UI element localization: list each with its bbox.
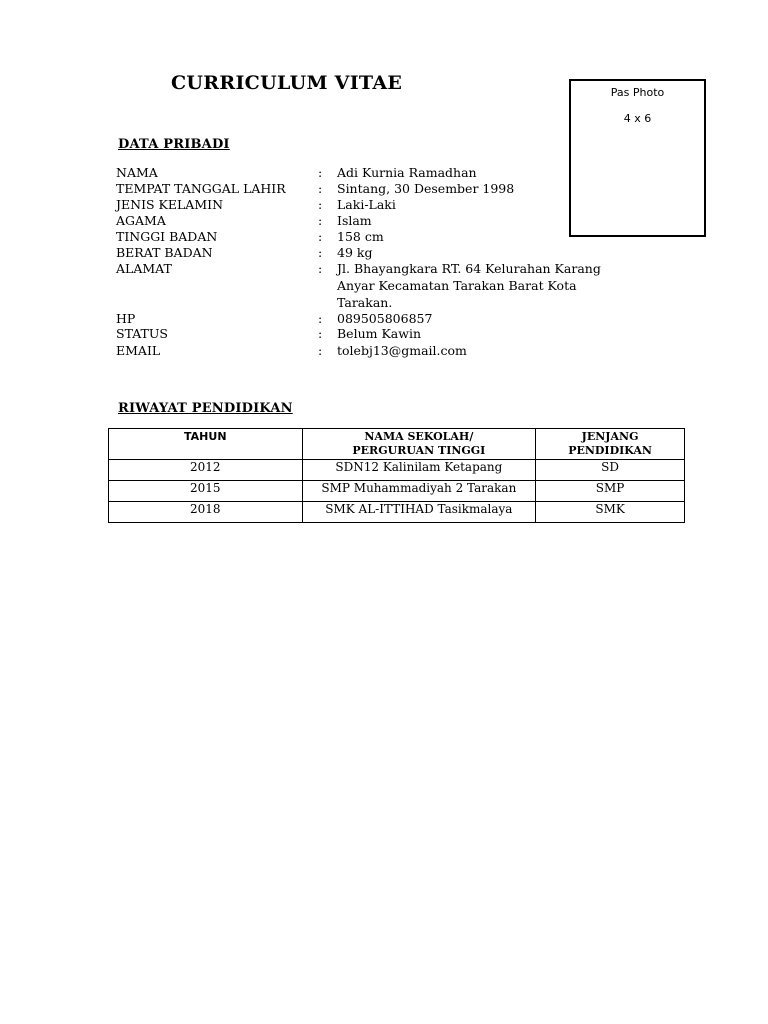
value-status: Belum Kawin xyxy=(337,326,421,341)
section-heading-education: RIWAYAT PENDIDIKAN xyxy=(118,401,293,416)
value-nama: Adi Kurnia Ramadhan xyxy=(337,165,477,180)
table-row xyxy=(109,460,685,481)
label-religion: AGAMA xyxy=(116,213,166,228)
value-address-line1: Jl. Bhayangkara RT. 64 Kelurahan Karang xyxy=(337,261,601,276)
value-address-line2: Anyar Kecamatan Tarakan Barat Kota xyxy=(337,278,577,293)
cell-year: 2012 xyxy=(109,460,303,481)
cell-year: 2015 xyxy=(109,481,303,502)
cell-school: SMK AL-ITTIHAD Tasikmalaya xyxy=(302,502,536,523)
colon: : xyxy=(318,229,323,244)
colon: : xyxy=(318,343,323,358)
label-address: ALAMAT xyxy=(116,261,172,276)
education-table xyxy=(108,428,685,523)
colon: : xyxy=(318,326,323,341)
table-row xyxy=(109,502,685,523)
header-school xyxy=(302,429,536,460)
page-title: CURRICULUM VITAE xyxy=(171,72,403,94)
value-gender: Laki-Laki xyxy=(337,197,396,212)
colon: : xyxy=(318,181,323,196)
header-level-line2: PENDIDIKAN xyxy=(568,444,652,457)
header-year: TAHUN xyxy=(109,429,303,460)
value-weight: 49 kg xyxy=(337,245,373,260)
label-weight: BERAT BADAN xyxy=(116,245,213,260)
colon: : xyxy=(318,213,323,228)
label-ttl: TEMPAT TANGGAL LAHIR xyxy=(116,181,286,196)
cell-year: 2018 xyxy=(109,502,303,523)
colon: : xyxy=(318,311,323,326)
header-level xyxy=(536,429,685,460)
label-status: STATUS xyxy=(116,326,168,341)
header-school-line1: NAMA SEKOLAH/ xyxy=(364,430,474,443)
colon: : xyxy=(318,197,323,212)
cell-level: SMK xyxy=(536,502,685,523)
label-phone: HP xyxy=(116,311,136,326)
section-heading-personal: DATA PRIBADI xyxy=(118,137,230,152)
cell-school: SMP Muhammadiyah 2 Tarakan xyxy=(302,481,536,502)
photo-size: 4 x 6 xyxy=(623,112,652,125)
value-height: 158 cm xyxy=(337,229,384,244)
label-height: TINGGI BADAN xyxy=(116,229,218,244)
value-email: tolebj13@gmail.com xyxy=(337,343,467,358)
table-row xyxy=(109,481,685,502)
table-header-row xyxy=(109,429,685,460)
header-school-line2: PERGURUAN TINGGI xyxy=(352,444,486,457)
value-religion: Islam xyxy=(337,213,372,228)
colon: : xyxy=(318,261,323,276)
cell-level: SD xyxy=(536,460,685,481)
label-email: EMAIL xyxy=(116,343,161,358)
colon: : xyxy=(318,165,323,180)
label-gender: JENIS KELAMIN xyxy=(116,197,224,212)
cell-level: SMP xyxy=(536,481,685,502)
value-phone: 089505806857 xyxy=(337,311,433,326)
colon: : xyxy=(318,245,323,260)
label-nama: NAMA xyxy=(116,165,158,180)
cell-school: SDN12 Kalinilam Ketapang xyxy=(302,460,536,481)
photo-placeholder xyxy=(569,79,706,237)
photo-label: Pas Photo xyxy=(610,86,665,99)
value-ttl: Sintang, 30 Desember 1998 xyxy=(337,181,515,196)
header-level-line1: JENJANG xyxy=(581,430,639,443)
value-address-line3: Tarakan. xyxy=(337,295,393,310)
